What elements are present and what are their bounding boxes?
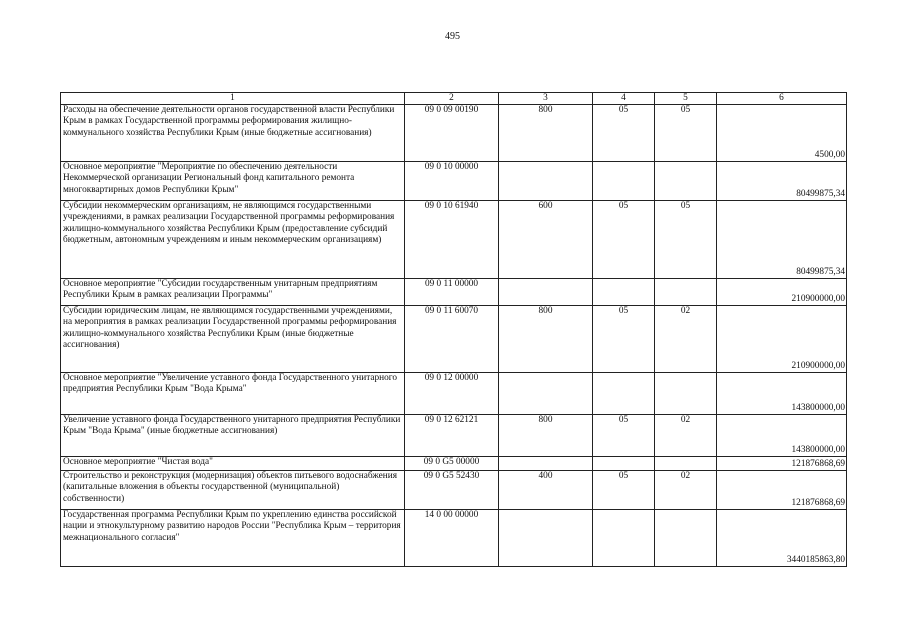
row-subsection-cell: 02 (655, 415, 717, 457)
row-name-cell: Расходы на обеспечение деятельности органов государственной власти Республики Крым в рамках Государственной программы реформирования жилищно-коммунального хозяйства Республики Крым (иные бюджетные ассигнования) (61, 105, 405, 162)
row-subsection-cell: 02 (655, 471, 717, 510)
row-section-cell: 05 (593, 105, 655, 162)
row-expense-type-cell: 400 (499, 471, 593, 510)
row-name-cell: Основное мероприятие "Мероприятие по обеспечению деятельности Некоммерческой организации Региональный фонд капитального ремонта многоквартирных домов Республики Крым" (61, 162, 405, 201)
row-code-cell: 09 0 12 62121 (405, 415, 499, 457)
row-code-cell: 09 0 10 61940 (405, 201, 499, 279)
row-expense-type-cell (499, 373, 593, 415)
row-section-cell (593, 162, 655, 201)
row-subsection-cell (655, 279, 717, 306)
row-subsection-cell: 05 (655, 105, 717, 162)
row-expense-type-cell: 800 (499, 105, 593, 162)
row-code-cell: 09 0 G5 52430 (405, 471, 499, 510)
row-sum-cell: 210900000,00 (717, 279, 847, 306)
row-subsection-cell (655, 162, 717, 201)
row-code-cell: 09 0 G5 00000 (405, 457, 499, 471)
row-section-cell: 05 (593, 306, 655, 373)
row-expense-type-cell (499, 457, 593, 471)
table-row (61, 306, 847, 373)
row-subsection-cell (655, 510, 717, 567)
column-header: 4 (593, 93, 655, 105)
row-code-cell: 09 0 11 00000 (405, 279, 499, 306)
row-name-cell: Государственная программа Республики Крым по укреплению единства российской нации и этнокультурному развитию народов России "Республика Крым – территория межнационального согласия" (61, 510, 405, 567)
row-section-cell (593, 279, 655, 306)
row-section-cell (593, 457, 655, 471)
column-header: 5 (655, 93, 717, 105)
row-section-cell (593, 373, 655, 415)
column-header: 1 (61, 93, 405, 105)
row-section-cell (593, 510, 655, 567)
row-name-cell: Основное мероприятие "Увеличение уставного фонда Государственного унитарного предприятия Республики Крым "Вода Крыма" (61, 373, 405, 415)
table-row (61, 162, 847, 201)
row-sum-cell: 210900000,00 (717, 306, 847, 373)
table-row (61, 457, 847, 471)
row-name-cell: Увеличение уставного фонда Государственного унитарного предприятия Республики Крым "Вода Крыма" (иные бюджетные ассигнования) (61, 415, 405, 457)
table-row (61, 415, 847, 457)
row-name-cell: Основное мероприятие "Чистая вода" (61, 457, 405, 471)
row-name-cell: Субсидии некоммерческим организациям, не являющимся государственными учреждениями, в рамках реализации Государственной программы реформирования жилищно-коммунального хозяйства Республики Крым (предоставление субсидий бюджетным, автономным учреждениям и иным некоммерческим организациям) (61, 201, 405, 279)
table-row (61, 201, 847, 279)
row-expense-type-cell (499, 162, 593, 201)
row-sum-cell: 121876868,69 (717, 471, 847, 510)
row-subsection-cell (655, 457, 717, 471)
row-sum-cell: 3440185863,80 (717, 510, 847, 567)
row-section-cell: 05 (593, 471, 655, 510)
row-sum-cell: 4500,00 (717, 105, 847, 162)
row-code-cell: 09 0 10 00000 (405, 162, 499, 201)
table-row (61, 510, 847, 567)
row-expense-type-cell (499, 279, 593, 306)
row-expense-type-cell: 800 (499, 415, 593, 457)
row-expense-type-cell: 600 (499, 201, 593, 279)
table-header-row (61, 93, 847, 105)
row-sum-cell: 80499875,34 (717, 201, 847, 279)
row-subsection-cell (655, 373, 717, 415)
table-row (61, 279, 847, 306)
row-sum-cell: 80499875,34 (717, 162, 847, 201)
column-header: 6 (717, 93, 847, 105)
row-code-cell: 09 0 09 00190 (405, 105, 499, 162)
row-name-cell: Основное мероприятие "Субсидии государственным унитарным предприятиям Республики Крым в рамках реализации Программы" (61, 279, 405, 306)
budget-table (60, 92, 847, 567)
column-header: 3 (499, 93, 593, 105)
row-sum-cell: 143800000,00 (717, 415, 847, 457)
row-expense-type-cell (499, 510, 593, 567)
row-section-cell: 05 (593, 415, 655, 457)
row-name-cell: Субсидии юридическим лицам, не являющимся государственными учреждениями, на мероприятия в рамках реализации Государственной программы реформирования жилищно-коммунального хозяйства Республики Крым (иные бюджетные ассигнования) (61, 306, 405, 373)
row-expense-type-cell: 800 (499, 306, 593, 373)
row-section-cell: 05 (593, 201, 655, 279)
row-code-cell: 14 0 00 00000 (405, 510, 499, 567)
row-sum-cell: 121876868,69 (717, 457, 847, 471)
table-row (61, 105, 847, 162)
row-code-cell: 09 0 12 00000 (405, 373, 499, 415)
page-number: 495 (445, 31, 460, 42)
row-name-cell: Строительство и реконструкция (модернизация) объектов питьевого водоснабжения (капитальные вложения в объекты государственной (муниципальной) собственности) (61, 471, 405, 510)
column-header: 2 (405, 93, 499, 105)
row-code-cell: 09 0 11 60070 (405, 306, 499, 373)
row-sum-cell: 143800000,00 (717, 373, 847, 415)
row-subsection-cell: 05 (655, 201, 717, 279)
table-row (61, 373, 847, 415)
row-subsection-cell: 02 (655, 306, 717, 373)
table-row (61, 471, 847, 510)
